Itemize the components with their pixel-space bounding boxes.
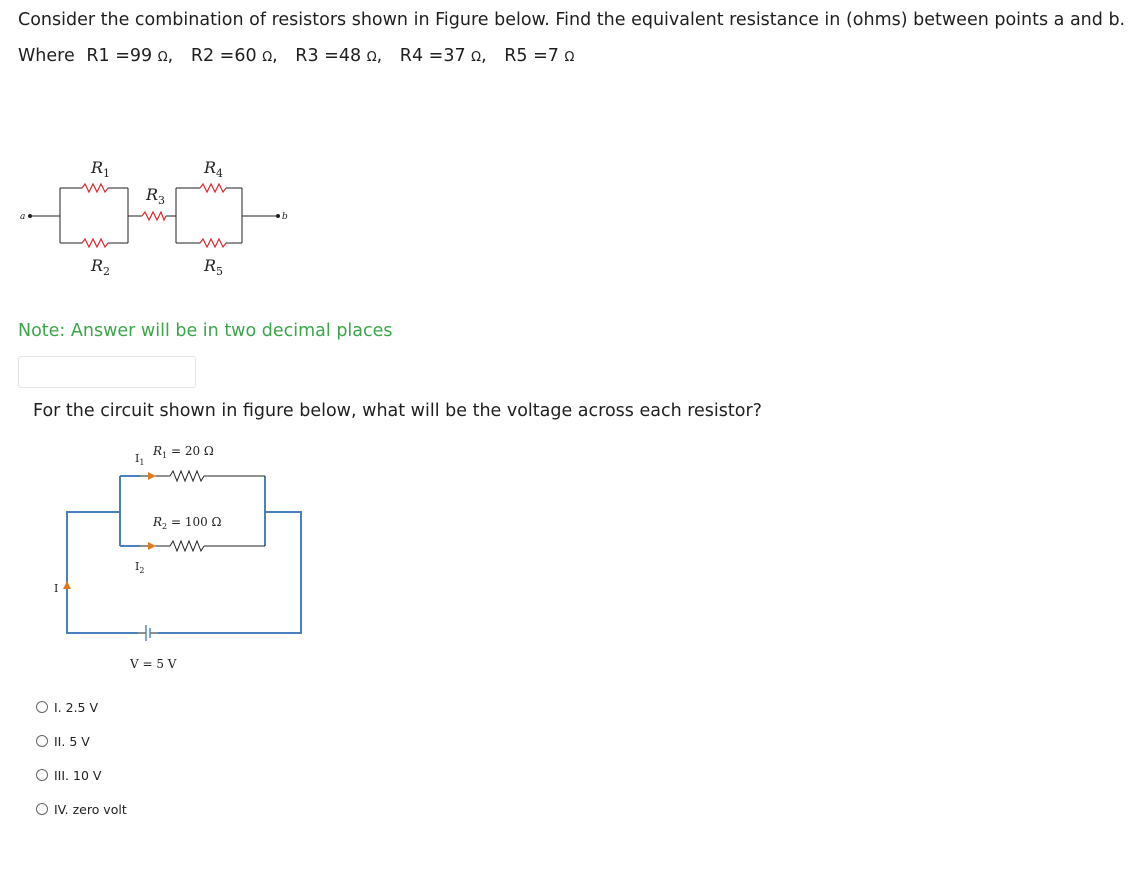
answer-options (36, 690, 127, 826)
i-label: I (54, 582, 59, 595)
option-2[interactable] (36, 724, 127, 758)
resistor-r2-zigzag (170, 541, 204, 551)
value-r2: R2 =60 Ω, (190, 46, 278, 66)
question2-text: For the circuit shown in figure below, what will be the voltage across each resistor? (33, 401, 762, 421)
option-label: III. 10 V (54, 767, 102, 783)
node-b-dot (276, 214, 280, 218)
value-r5: R5 =7 Ω (504, 46, 575, 66)
resistor-r2 (82, 239, 108, 247)
option-label: IV. zero volt (54, 801, 127, 817)
resistor-r4 (200, 184, 226, 192)
answer-input[interactable] (18, 356, 196, 388)
value-r3: R3 =48 Ω, (295, 46, 383, 66)
node-a-dot (28, 214, 32, 218)
option-label: I. 2.5 V (54, 699, 99, 715)
r3-label: $R_3$ (146, 185, 166, 207)
r2-label: $R_2$ (91, 256, 111, 278)
voltage-label: V = 5 V (130, 657, 177, 671)
value-r1: R1 =99 Ω, (86, 46, 174, 66)
option-1[interactable] (36, 690, 127, 724)
radio-button[interactable] (36, 735, 48, 747)
radio-button[interactable] (36, 769, 48, 781)
value-r4: R4 =37 Ω, (399, 46, 487, 66)
r1-label: $R_1$ (91, 158, 111, 180)
current-arrow-i (63, 581, 71, 589)
r4-label: $R_4$ (204, 158, 224, 180)
question1-text: Consider the combination of resistors shown in Figure below. Find the equivalent resistance in (ohms) between points a and b. (18, 10, 1126, 30)
r5-label: $R_5$ (204, 256, 224, 278)
i1-label: $I_1$ (135, 452, 145, 467)
resistor-r3 (142, 212, 166, 220)
parallel-circuit-figure (30, 440, 320, 675)
current-arrow-i2 (148, 542, 156, 550)
option-4[interactable] (36, 792, 127, 826)
radio-button[interactable] (36, 701, 48, 713)
where-label: Where (18, 46, 75, 66)
option-3[interactable] (36, 758, 127, 792)
option-label: II. 5 V (54, 733, 90, 749)
r2-value-label: $R_2 = 100$ Ω (153, 515, 222, 531)
node-a-label: a (20, 212, 26, 222)
resistor-r1 (82, 184, 108, 192)
radio-button[interactable] (36, 803, 48, 815)
question1-values (18, 46, 574, 66)
resistor-r5 (200, 239, 226, 247)
i2-label: $I_2$ (135, 560, 145, 575)
current-arrow-i1 (148, 472, 156, 480)
resistor-r1-zigzag (170, 471, 204, 481)
r1-value-label: $R_1 = 20$ Ω (153, 444, 214, 460)
note-text: Note: Answer will be in two decimal places (18, 321, 393, 341)
resistor-network-figure (18, 150, 298, 285)
node-b-label: b (282, 212, 288, 222)
